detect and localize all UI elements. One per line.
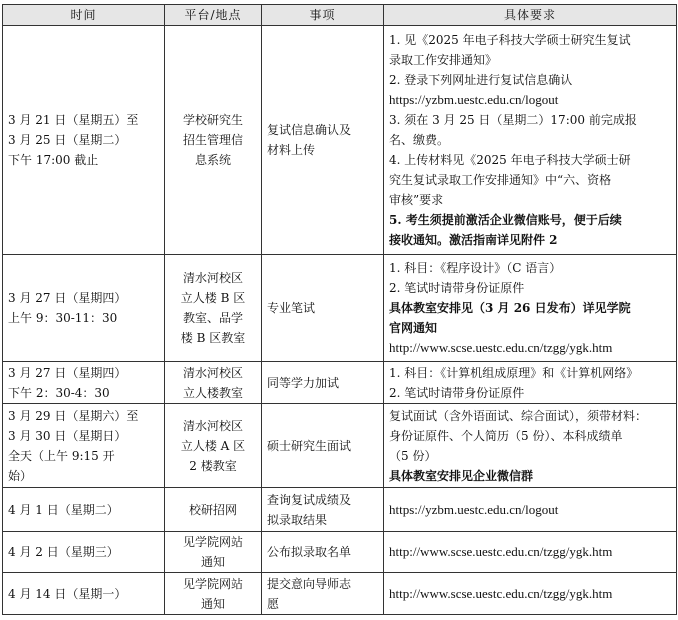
requirements-cell — [384, 362, 677, 404]
item-cell — [262, 255, 384, 362]
item-cell-line: 材料上传 — [267, 143, 316, 157]
requirement-line: （5 份） — [389, 448, 437, 463]
time-cell-line: 4 月 2 日（星期三） — [8, 545, 119, 559]
place-cell-line: 清水河校区 — [182, 271, 243, 285]
item-cell — [262, 26, 384, 255]
requirement-line: 1. 科目：《程序设计》（C 语言） — [389, 261, 562, 275]
requirement-line: 3. 须在 3 月 25 日（星期二）17:00 前完成报 — [389, 113, 637, 127]
requirement-link[interactable]: http://www.scse.uestc.edu.cn/tzgg/ygk.htm — [389, 340, 613, 355]
time-cell — [3, 573, 165, 615]
schedule-body — [3, 26, 677, 615]
requirement-line: 名、缴费。 — [389, 133, 450, 147]
place-cell-line: 息系统 — [194, 153, 231, 167]
item-cell-line: 拟录取结果 — [267, 512, 328, 527]
place-cell-line: 立人楼 A 区 — [180, 438, 246, 453]
requirement-line: 身份证原件、个人简历（5 份）、本科成绩单 — [389, 428, 623, 443]
item-cell — [262, 532, 384, 573]
requirement-link[interactable]: https://yzbm.uestc.edu.cn/logout — [389, 501, 559, 517]
time-cell — [3, 488, 165, 532]
requirement-line: 官网通知 — [389, 321, 438, 335]
requirement-link[interactable]: http://www.scse.uestc.edu.cn/tzgg/ygk.htm — [389, 585, 613, 601]
place-cell — [165, 255, 262, 362]
time-cell-line: 下午 17:00 截止 — [8, 153, 99, 167]
place-cell-line: 楼 B 区教室 — [180, 331, 246, 345]
table-row — [3, 362, 677, 404]
place-cell-line: 教室、品学 — [182, 311, 243, 325]
place-cell-line: 立人楼教室 — [182, 385, 243, 400]
time-cell — [3, 26, 165, 255]
schedule-table — [2, 4, 677, 615]
time-cell-line: 4 月 1 日（星期二） — [8, 502, 119, 517]
table-row — [3, 404, 677, 488]
item-cell-line: 查询复试成绩及 — [267, 492, 352, 507]
requirements-cell — [384, 573, 677, 615]
requirement-line: 1. 科目：《计算机组成原理》和《计算机网络》 — [389, 365, 639, 380]
table-row — [3, 26, 677, 255]
time-cell-line: 3 月 21 日（星期五）至 — [8, 113, 139, 127]
requirement-line: 录取工作安排通知》 — [389, 53, 498, 67]
place-cell — [165, 362, 262, 404]
requirements-cell — [384, 532, 677, 573]
header-item: 事项 — [262, 5, 384, 26]
item-cell — [262, 573, 384, 615]
requirement-line: 2. 笔试时请带身份证原件 — [389, 385, 525, 400]
place-cell-line: 学校研究生 — [182, 113, 243, 127]
item-cell-line: 专业笔试 — [267, 301, 316, 315]
requirement-line: 复试面试（含外语面试、综合面试），须带材料： — [389, 408, 648, 423]
item-cell-line: 愿 — [267, 596, 280, 611]
place-cell-line: 通知 — [200, 555, 225, 569]
requirement-link[interactable]: http://www.scse.uestc.edu.cn/tzgg/ygk.htm — [389, 544, 613, 559]
time-cell — [3, 362, 165, 404]
place-cell-line: 清水河校区 — [182, 418, 243, 433]
place-cell-line: 2 楼教室 — [189, 458, 237, 473]
header-place: 平台/地点 — [165, 5, 262, 26]
table-row — [3, 488, 677, 532]
place-cell-line: 通知 — [200, 596, 225, 611]
place-cell — [165, 573, 262, 615]
table-row — [3, 255, 677, 362]
time-cell-line: 上午 9：30-11：30 — [8, 311, 118, 325]
place-cell — [165, 26, 262, 255]
time-cell-line: 全天（上午 9:15 开 — [8, 448, 115, 463]
table-row — [3, 573, 677, 615]
item-cell — [262, 362, 384, 404]
requirements-cell — [384, 26, 677, 255]
requirement-line: 具体教室安排见（3 月 26 日发布）详见学院 — [389, 301, 631, 315]
header-time: 时间 — [3, 5, 165, 26]
table-row — [3, 532, 677, 573]
item-cell-line: 同等学力加试 — [267, 375, 340, 390]
requirements-cell — [384, 255, 677, 362]
requirement-line: 1. 见《2025 年电子科技大学硕士研究生复试 — [389, 33, 631, 47]
requirement-line: 5. 考生须提前激活企业微信账号，便于后续 — [389, 213, 622, 227]
time-cell-line: 3 月 29 日（星期六）至 — [8, 408, 139, 423]
requirements-cell — [384, 404, 677, 488]
item-cell-line: 公布拟录取名单 — [267, 545, 352, 559]
time-cell — [3, 532, 165, 573]
time-cell-line: 4 月 14 日（星期一） — [8, 586, 127, 601]
requirement-link[interactable]: https://yzbm.uestc.edu.cn/logout — [389, 92, 559, 107]
time-cell — [3, 255, 165, 362]
header-row — [3, 5, 677, 26]
time-cell — [3, 404, 165, 488]
place-cell-line: 见学院网站 — [182, 576, 243, 591]
place-cell — [165, 488, 262, 532]
item-cell-line: 硕士研究生面试 — [267, 438, 352, 453]
time-cell-line: 3 月 27 日（星期四） — [8, 291, 127, 305]
requirement-line: 具体教室安排见企业微信群 — [389, 468, 534, 483]
place-cell-line: 招生管理信 — [182, 133, 243, 147]
requirement-line: 2. 登录下列网址进行复试信息确认 — [389, 73, 573, 87]
time-cell-line: 3 月 27 日（星期四） — [8, 365, 127, 380]
time-cell-line: 始） — [8, 468, 33, 483]
requirement-line: 接收通知。激活指南详见附件 2 — [389, 233, 558, 247]
requirement-line: 4. 上传材料见《2025 年电子科技大学硕士研 — [389, 153, 631, 167]
item-cell-line: 提交意向导师志 — [267, 576, 352, 591]
place-cell-line: 清水河校区 — [182, 365, 243, 380]
requirements-cell — [384, 488, 677, 532]
place-cell — [165, 532, 262, 573]
place-cell-line: 校研招网 — [188, 502, 237, 517]
place-cell-line: 见学院网站 — [182, 535, 243, 549]
place-cell — [165, 404, 262, 488]
item-cell — [262, 404, 384, 488]
requirement-line: 2. 笔试时请带身份证原件 — [389, 281, 525, 295]
place-cell-line: 立人楼 B 区 — [180, 291, 246, 305]
time-cell-line: 3 月 25 日（星期二） — [8, 133, 127, 147]
header-requirements: 具体要求 — [384, 5, 677, 26]
requirement-line: 究生复试录取工作安排通知》中“六、资格 — [389, 173, 612, 187]
item-cell — [262, 488, 384, 532]
time-cell-line: 3 月 30 日（星期日） — [8, 428, 127, 443]
item-cell-line: 复试信息确认及 — [267, 123, 352, 137]
time-cell-line: 下午 2：30-4：30 — [8, 385, 110, 400]
requirement-line: 审核”要求 — [389, 193, 444, 207]
